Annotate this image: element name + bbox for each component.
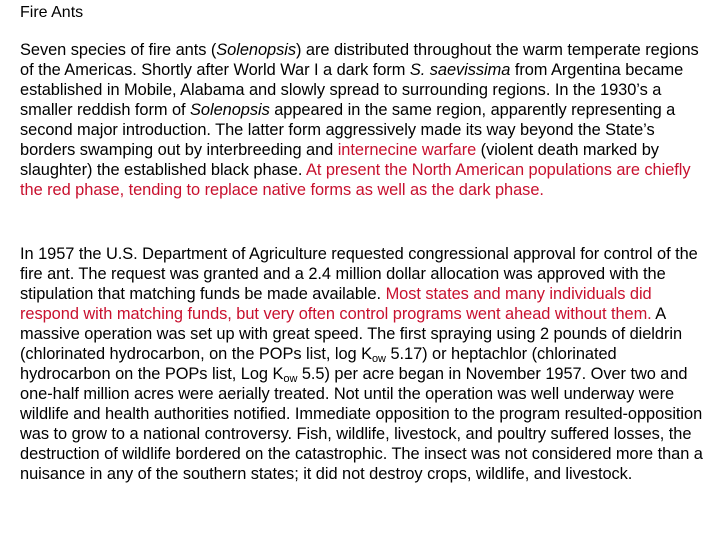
text-segment: ) are distributed throughout the warm temperate regions of the Americas. Shortly after World War I a dark form [20, 41, 699, 79]
highlighted-text: At present the North American populations are chiefly the red phase, tending to replace native forms as well as the dark phase. [20, 161, 691, 199]
highlighted-text: internecine warfare [337, 141, 477, 159]
text-segment: In 1957 the U.S. Department of Agriculture requested congressional approval for control of the fire ant. The request was granted and a 2.4 million dollar allocation was approved with the stipulation that matching funds be made available. [20, 245, 698, 303]
text-segment: from Argentina became established in Mobile, Alabama and slowly spread to surrounding regions. In the 1930’s a smaller reddish form of [20, 61, 684, 119]
text-segment: 5.17) or heptachlor (chlorinated hydrocarbon on the POPs list, Log K [20, 345, 617, 383]
text-segment: 5.5) per acre began in November 1957. Over two and one-half million acres were aerially treated. Not until the operation was well underway were wildlife and health authorities notified. Immediate opposition to the program resulted-opposition was to grow to a national controversy. Fish, wildlife, livestock, and poultry suffered losses, the destruction of wildlife bordered on the catastrophic. The insect was not considered more than a nuisance in any of the southern states; it did not destroy crops, wildlife, and livestock. [20, 365, 703, 483]
text-segment: A massive operation was set up with great speed. The first spraying using 2 pounds of dieldrin (chlorinated hydrocarbon, on the POPs list, log K [20, 305, 683, 363]
text-segment: Seven species of fire ants ( [20, 41, 217, 59]
page-title: Fire Ants [20, 4, 84, 21]
highlighted-text: Most states and many individuals did respond with matching funds, but very often control programs went ahead without them. [20, 285, 652, 323]
italic-term: Solenopsis [216, 41, 296, 59]
paragraph-introduction [20, 40, 704, 200]
subscript: ow [371, 353, 386, 365]
text-segment: appeared in the same region, apparently representing a second major introduction. The latter form aggressively made its way beyond the State’s borders swamping out by interbreeding and [20, 101, 676, 159]
italic-term: Solenopsis [190, 101, 270, 119]
subscript: ow [283, 373, 298, 385]
text-segment: (violent death marked by slaughter) the established black phase. [20, 141, 659, 179]
paragraph-control-program [20, 244, 704, 484]
italic-term: S. saevissima [409, 61, 511, 79]
